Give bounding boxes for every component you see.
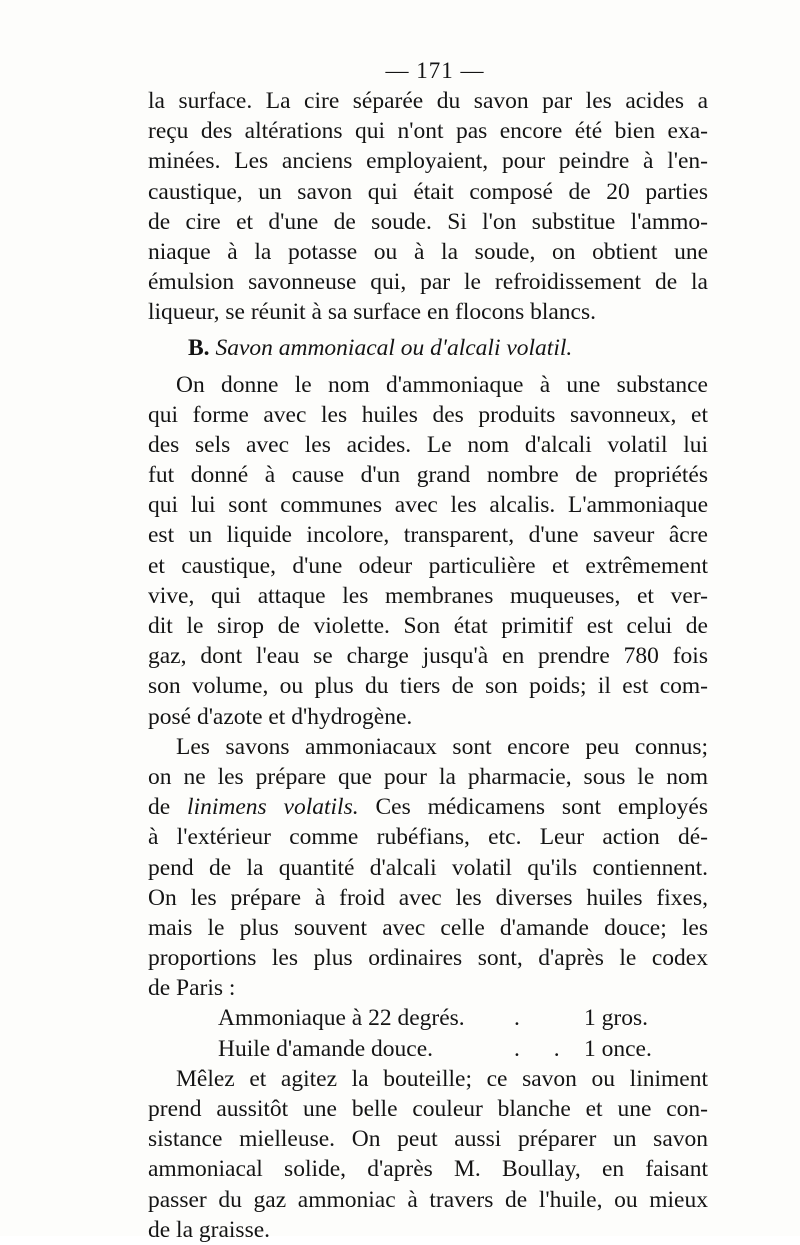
paragraph-4 xyxy=(148,1064,708,1245)
section-letter: B. xyxy=(188,334,210,361)
text-line: mais le plus souvent avec celle d'amande douce; les xyxy=(148,914,708,941)
text-line: On les prépare à froid avec les diverses huiles fixes, xyxy=(148,884,708,911)
paragraph-2 xyxy=(148,370,708,732)
section-heading xyxy=(148,330,708,366)
text-line: gaz, dont l'eau se charge jusqu'à en prendre 780 fois xyxy=(148,643,708,670)
text-line: de Paris : xyxy=(148,975,236,1002)
text-line: caustique, un savon qui était composé de 20 parties xyxy=(148,178,708,205)
text-line: ammoniacal solide, d'après M. Boullay, en faisant xyxy=(148,1156,708,1183)
text-line: Mêlez et agitez la bouteille; ce savon ou liniment xyxy=(176,1065,708,1092)
paragraph-3 xyxy=(148,732,708,1004)
body-text xyxy=(148,86,708,1245)
text-line: reçu des altérations qui n'ont pas encore été bien exa- xyxy=(148,118,708,145)
text-line: à l'extérieur comme rubéfians, etc. Leur action dé- xyxy=(148,824,708,851)
text-line: prend aussitôt une belle couleur blanche et une con- xyxy=(148,1096,708,1122)
text-line: est un liquide incolore, transparent, d'une saveur âcre xyxy=(148,522,708,549)
text-line: dit le sirop de violette. Son état primitif est celui de xyxy=(148,613,708,639)
text-line: de cire et d'une de soude. Si l'on substitue l'ammo- xyxy=(148,208,708,235)
text-line: liqueur, se réunit à sa surface en flocons blancs. xyxy=(148,299,597,326)
italic-term: linimens volatils. xyxy=(187,794,359,821)
text-line: de la graisse. xyxy=(148,1216,271,1243)
text-fragment: de xyxy=(148,794,188,821)
text-line: des sels avec les acides. Le nom d'alcali volatil lui xyxy=(148,431,708,458)
leader-dots: . xyxy=(514,1005,534,1032)
recipe-list xyxy=(148,1003,708,1063)
text-line: qui lui sont communes avec les alcalis. L'ammoniaque xyxy=(148,492,708,519)
text-line: on ne les prépare que pour la pharmacie, sous le nom xyxy=(148,763,708,790)
text-line: On donne le nom d'ammoniaque à une substance xyxy=(176,371,708,398)
text-line: Les savons ammoniacaux sont encore peu connus; xyxy=(176,733,708,760)
recipe-item xyxy=(148,1003,708,1033)
leader-dots: . . xyxy=(514,1035,574,1062)
recipe-item xyxy=(148,1034,708,1064)
section-title: Savon ammoniacal ou d'alcali volatil. xyxy=(215,334,573,361)
text-line: niaque à la potasse ou à la soude, on obtient une xyxy=(148,238,708,265)
text-line: pend de la quantité d'alcali volatil qu'ils contiennent. xyxy=(148,854,708,881)
ingredient-quantity: 1 gros. xyxy=(584,1005,648,1032)
text-line: son volume, ou plus du tiers de son poids; il est com- xyxy=(148,673,708,700)
ingredient-quantity: 1 once. xyxy=(584,1035,652,1062)
text-line: et caustique, d'une odeur particulière et extrêmement xyxy=(148,552,708,579)
text-line: émulsion savonneuse qui, par le refroidissement de la xyxy=(148,269,708,296)
ingredient-name: Huile d'amande douce. xyxy=(218,1035,433,1062)
text-line: qui forme avec les huiles des produits savonneux, et xyxy=(148,401,708,428)
text-line: proportions les plus ordinaires sont, d'après le codex xyxy=(148,945,708,972)
page-number: — 171 — xyxy=(385,58,485,83)
text-line: passer du gaz ammoniac à travers de l'huile, ou mieux xyxy=(148,1186,708,1213)
paragraph-1 xyxy=(148,86,708,328)
text-line: posé d'azote et d'hydrogène. xyxy=(148,703,413,730)
text-line: la surface. La cire séparée du savon par les acides a xyxy=(148,88,708,114)
text-line xyxy=(148,792,708,822)
ingredient-name: Ammoniaque à 22 degrés. xyxy=(218,1005,465,1032)
text-line: minées. Les anciens employaient, pour peindre à l'en- xyxy=(148,148,708,175)
text-line: fut donné à cause d'un grand nombre de propriétés xyxy=(148,462,708,489)
text-line: sistance mielleuse. On peut aussi préparer un savon xyxy=(148,1126,708,1153)
text-line: vive, qui attaque les membranes muqueuses, et ver- xyxy=(148,582,708,609)
text-fragment: Ces médicamens sont employés xyxy=(358,794,708,821)
